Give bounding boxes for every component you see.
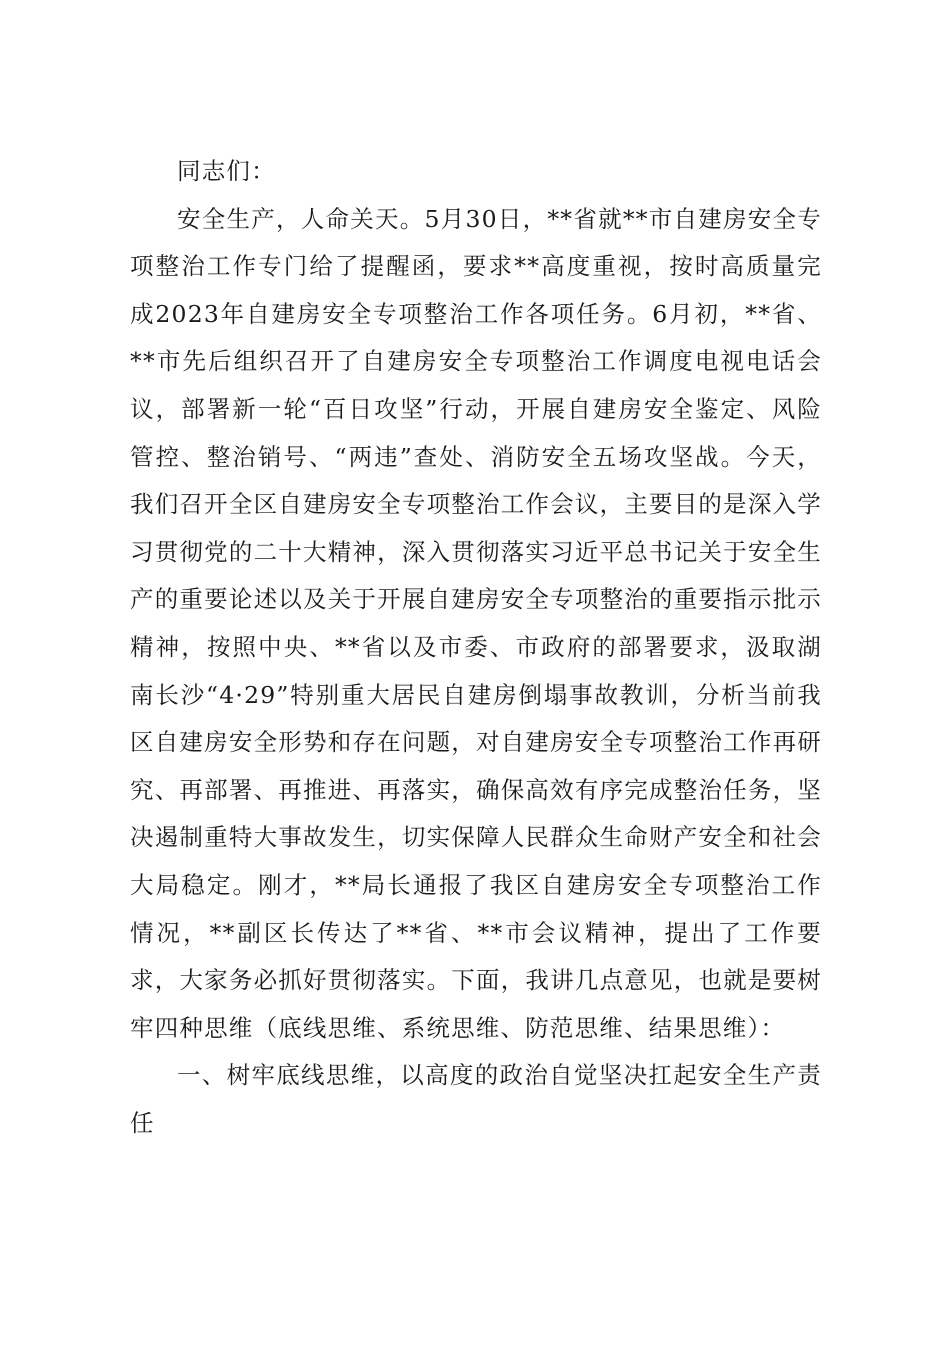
section-heading: 一、树牢底线思维，以高度的政治自觉坚决扛起安全生产责任 [130, 1061, 822, 1137]
salutation: 同志们： [177, 157, 276, 185]
document-body [130, 148, 822, 1147]
body-paragraph: 安全生产，人命关天。5月30日，**省就**市自建房安全专项整治工作专门给了提醒函，要求**高度重视，按时高质量完成2023年自建房安全专项整治工作各项任务。6月初，**省、**市先后组织召开了自建房安全专项整治工作调度电视电话会议，部署新一轮“百日攻坚”行动，开展自建房安全鉴定、风险管控、整治销号、“两违”查处、消防安全五场攻坚战。今天，我们召开全区自建房安全专项整治工作会议，主要目的是深入学习贯彻党的二十大精神，深入贯彻落实习近平总书记关于安全生产的重要论述以及关于开展自建房安全专项整治的重要指示批示精神，按照中央、**省以及市委、市政府的部署要求，汲取湖南长沙“4·29”特别重大居民自建房倒塌事故教训，分析当前我区自建房安全形势和存在问题，对自建房安全专项整治工作再研究、再部署、再推进、再落实，确保高效有序完成整治任务，坚决遏制重特大事故发生，切实保障人民群众生命财产安全和社会大局稳定。刚才，**局长通报了我区自建房安全专项整治工作情况，**副区长传达了**省、**市会议精神，提出了工作要求，大家务必抓好贯彻落实。下面，我讲几点意见，也就是要树牢四种思维（底线思维、系统思维、防范思维、结果思维）： [130, 204, 822, 1042]
